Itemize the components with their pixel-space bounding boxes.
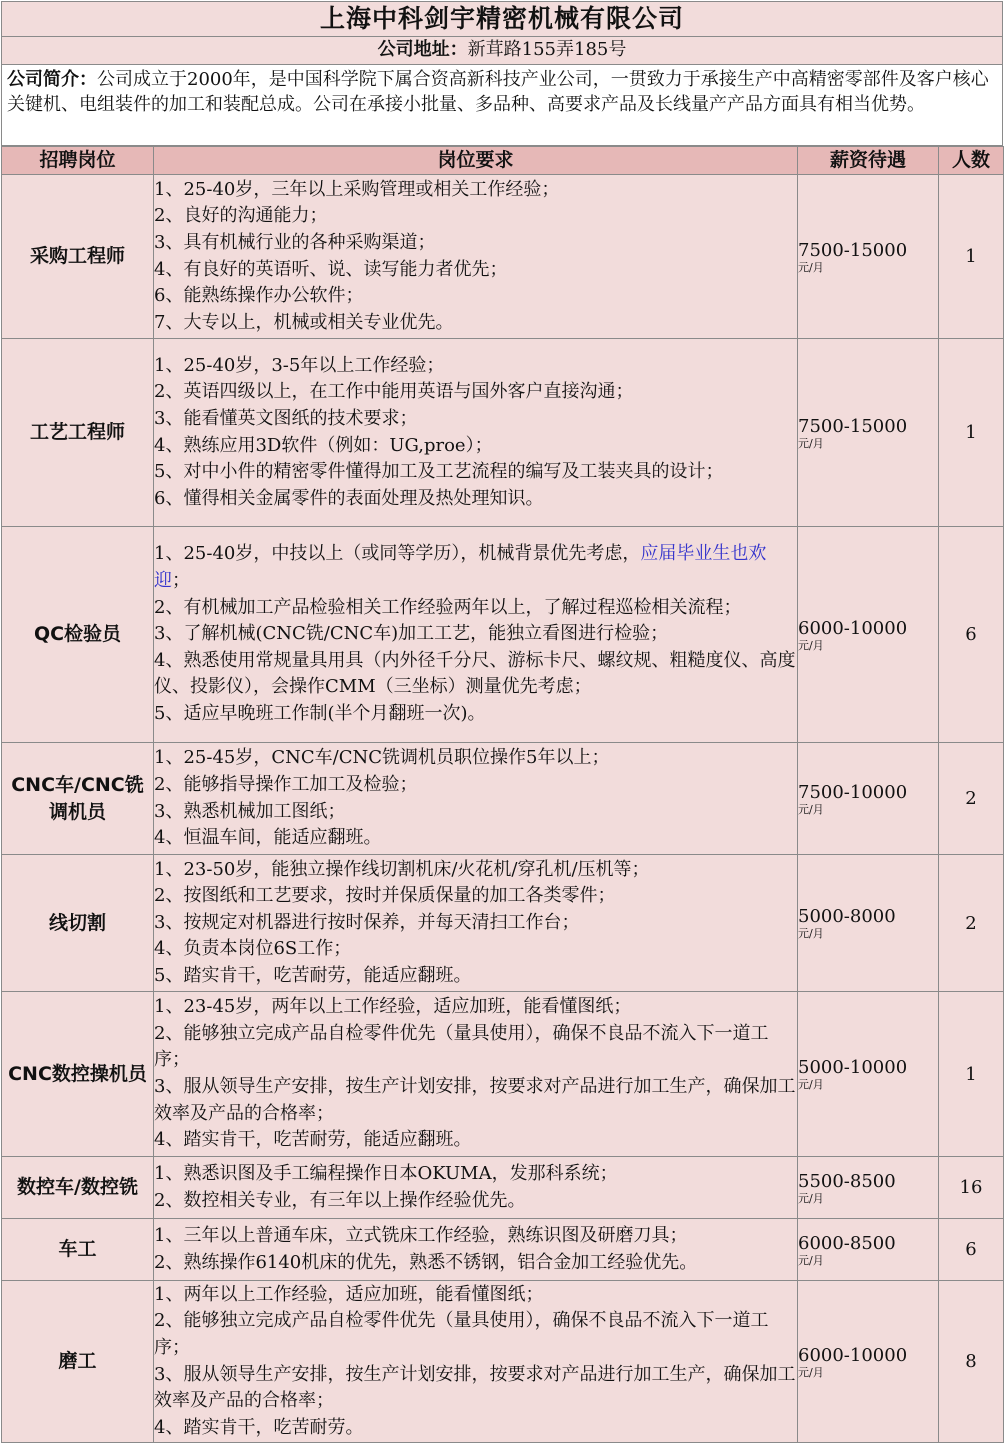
job-count: 8	[939, 1281, 1004, 1443]
job-position: 车工	[2, 1219, 154, 1281]
col-header-salary: 薪资待遇	[798, 147, 939, 175]
requirement-line: 1、23-45岁，两年以上工作经验，适应加班，能看懂图纸；	[154, 996, 632, 1018]
salary-unit: 元/月	[798, 638, 824, 652]
requirement-end: ；	[172, 570, 190, 592]
table-row	[2, 855, 1004, 992]
job-count: 1	[939, 992, 1004, 1157]
job-count: 1	[939, 339, 1004, 527]
table-row	[2, 339, 1004, 527]
job-salary	[798, 175, 939, 339]
salary-unit: 元/月	[798, 927, 824, 940]
requirement-line: 3、能看懂英文图纸的技术要求；	[154, 407, 418, 429]
salary-amount: 7500-10000	[798, 781, 908, 803]
salary-amount: 6000-8500	[798, 1232, 896, 1254]
job-position: 磨工	[2, 1281, 154, 1443]
job-position: 数控车/数控铣	[2, 1157, 154, 1219]
requirement-line: 1、25-45岁，CNC车/CNC铣调机员职位操作5年以上；	[154, 747, 610, 769]
job-salary	[798, 1157, 939, 1219]
requirement-text: 1、25-40岁，中技以上（或同等学历），机械背景优先考虑，	[154, 543, 641, 565]
job-salary	[798, 527, 939, 743]
requirement-line: 4、踏实肯干，吃苦耐劳。	[154, 1416, 364, 1438]
salary-amount: 5500-8500	[798, 1170, 896, 1192]
requirement-line: 1、25-40岁，三年以上采购管理或相关工作经验；	[154, 178, 560, 200]
job-count: 6	[939, 527, 1004, 743]
salary-amount: 5000-10000	[798, 1057, 908, 1078]
address-value: 新茸路155弄185号	[467, 39, 627, 60]
job-position: 工艺工程师	[2, 339, 154, 527]
salary-unit: 元/月	[798, 1253, 824, 1267]
job-salary	[798, 339, 939, 527]
requirement-line: 2、英语四级以上，在工作中能用英语与国外客户直接沟通；	[154, 381, 634, 403]
requirement-line: 2、数控相关专业，有三年以上操作经验优先。	[154, 1189, 526, 1211]
col-header-position: 招聘岗位	[2, 147, 154, 175]
requirement-line: 7、大专以上，机械或相关专业优先。	[154, 311, 454, 333]
job-salary	[798, 1281, 939, 1443]
job-requirements	[154, 1157, 798, 1219]
intro-text: 公司成立于2000年，是中国科学院下属合资高新科技产业公司，一贯致力于承接生产中高精密零部件及客户核心关键机、电组装件的加工和装配总成。公司在承接小批量、多品种、高要求产品及长线量产产品方面具有相当优势。	[7, 69, 989, 115]
table-row	[2, 527, 1004, 743]
requirement-line: 6、能熟练操作办公软件；	[154, 285, 364, 307]
requirement-line: 4、有良好的英语听、说、读写能力者优先；	[154, 258, 508, 280]
requirement-line: 3、了解机械(CNC铣/CNC车)加工工艺，能独立看图进行检验；	[154, 623, 669, 645]
requirement-line: 2、能够独立完成产品自检零件优先（量具使用），确保不良品不流入下一道工序；	[154, 1310, 769, 1358]
salary-amount: 6000-10000	[798, 617, 908, 639]
jobs-table	[1, 146, 1004, 1443]
salary-amount: 6000-10000	[798, 1344, 908, 1366]
salary-unit: 元/月	[798, 1191, 824, 1205]
job-count: 2	[939, 743, 1004, 855]
requirement-line: 5、踏实肯干，吃苦耐劳，能适应翻班。	[154, 964, 472, 986]
table-row	[2, 1219, 1004, 1281]
job-requirements	[154, 855, 798, 992]
job-count: 6	[939, 1219, 1004, 1281]
requirement-line: 1、两年以上工作经验，适应加班，能看懂图纸；	[154, 1283, 544, 1305]
job-count: 2	[939, 855, 1004, 992]
requirement-line: 2、按图纸和工艺要求，按时并保质保量的加工各类零件；	[154, 885, 616, 907]
table-row	[2, 1157, 1004, 1219]
requirement-line: 3、服从领导生产安排，按生产计划安排，按要求对产品进行加工生产，确保加工效率及产品的合格率；	[154, 1076, 796, 1124]
requirement-line: 4、熟悉使用常规量具用具（内外径千分尺、游标卡尺、螺纹规、粗糙度仪、高度仪、投影仪），会操作CMM（三坐标）测量优先考虑；	[154, 649, 796, 698]
salary-amount: 7500-15000	[798, 415, 908, 437]
job-requirements	[154, 992, 798, 1157]
job-count: 1	[939, 175, 1004, 339]
salary-unit: 元/月	[798, 802, 824, 816]
company-intro	[1, 65, 1003, 146]
requirement-line	[154, 541, 797, 594]
salary-unit: 元/月	[798, 260, 824, 274]
company-name: 上海中科剑宇精密机械有限公司	[1, 1, 1003, 37]
table-header-row	[2, 147, 1004, 175]
requirement-line: 2、良好的沟通能力；	[154, 205, 328, 227]
job-requirements	[154, 339, 798, 527]
job-requirements	[154, 743, 798, 855]
table-row	[2, 992, 1004, 1157]
requirement-line: 1、25-40岁，3-5年以上工作经验；	[154, 354, 445, 376]
address-label: 公司地址：	[377, 39, 468, 60]
graduates-welcome-highlight: 应届毕业生也欢迎	[154, 543, 767, 592]
job-salary	[798, 855, 939, 992]
salary-unit: 元/月	[798, 436, 824, 450]
job-requirements	[154, 527, 798, 743]
requirement-line: 3、按规定对机器进行按时保养，并每天清扫工作台；	[154, 911, 580, 933]
col-header-requirements: 岗位要求	[154, 147, 798, 175]
requirement-line: 2、能够指导操作工加工及检验；	[154, 773, 418, 795]
job-salary	[798, 743, 939, 855]
col-header-count: 人数	[939, 147, 1004, 175]
requirement-line: 5、适应早晚班工作制(半个月翻班一次)。	[154, 702, 486, 724]
table-row	[2, 1281, 1004, 1443]
job-position: 采购工程师	[2, 175, 154, 339]
requirement-line: 4、踏实肯干，吃苦耐劳，能适应翻班。	[154, 1129, 472, 1151]
company-address	[1, 37, 1003, 65]
salary-unit: 元/月	[798, 1078, 824, 1091]
job-requirements	[154, 1219, 798, 1281]
requirement-line: 2、有机械加工产品检验相关工作经验两年以上，了解过程巡检相关流程；	[154, 596, 742, 618]
job-position: CNC数控操机员	[2, 992, 154, 1157]
intro-label: 公司简介：	[7, 69, 97, 90]
job-position: QC检验员	[2, 527, 154, 743]
requirement-line: 5、对中小件的精密零件懂得加工及工艺流程的编写及工装夹具的设计；	[154, 461, 724, 483]
job-position: CNC车/CNC铣调机员	[2, 743, 154, 855]
requirement-line: 3、具有机械行业的各种采购渠道；	[154, 231, 436, 253]
job-count: 16	[939, 1157, 1004, 1219]
requirement-line: 1、三年以上普通车床，立式铣床工作经验，熟练识图及研磨刀具；	[154, 1224, 688, 1246]
requirement-line: 3、服从领导生产安排，按生产计划安排，按要求对产品进行加工生产，确保加工效率及产品的合格率；	[154, 1363, 796, 1412]
table-row	[2, 743, 1004, 855]
job-requirements	[154, 175, 798, 339]
job-position: 线切割	[2, 855, 154, 992]
salary-amount: 7500-15000	[798, 239, 908, 261]
requirement-line: 4、恒温车间，能适应翻班。	[154, 827, 382, 849]
requirement-line: 3、熟悉机械加工图纸；	[154, 800, 346, 822]
requirement-line: 1、熟悉识图及手工编程操作日本OKUMA，发那科系统；	[154, 1162, 618, 1184]
requirement-line: 6、懂得相关金属零件的表面处理及热处理知识。	[154, 487, 544, 509]
requirement-line: 2、能够独立完成产品自检零件优先（量具使用），确保不良品不流入下一道工序；	[154, 1022, 769, 1071]
requirement-line: 1、23-50岁，能独立操作线切割机床/火花机/穿孔机/压机等；	[154, 858, 650, 880]
requirement-line: 4、负责本岗位6S工作；	[154, 938, 352, 960]
salary-unit: 元/月	[798, 1365, 824, 1379]
table-row	[2, 175, 1004, 339]
requirement-line: 2、熟练操作6140机床的优先，熟悉不锈钢，铝合金加工经验优先。	[154, 1251, 698, 1273]
job-requirements	[154, 1281, 798, 1443]
requirement-line: 4、熟练应用3D软件（例如：UG,proe）；	[154, 434, 493, 456]
job-salary	[798, 992, 939, 1157]
job-salary	[798, 1219, 939, 1281]
salary-amount: 5000-8000	[798, 906, 896, 927]
